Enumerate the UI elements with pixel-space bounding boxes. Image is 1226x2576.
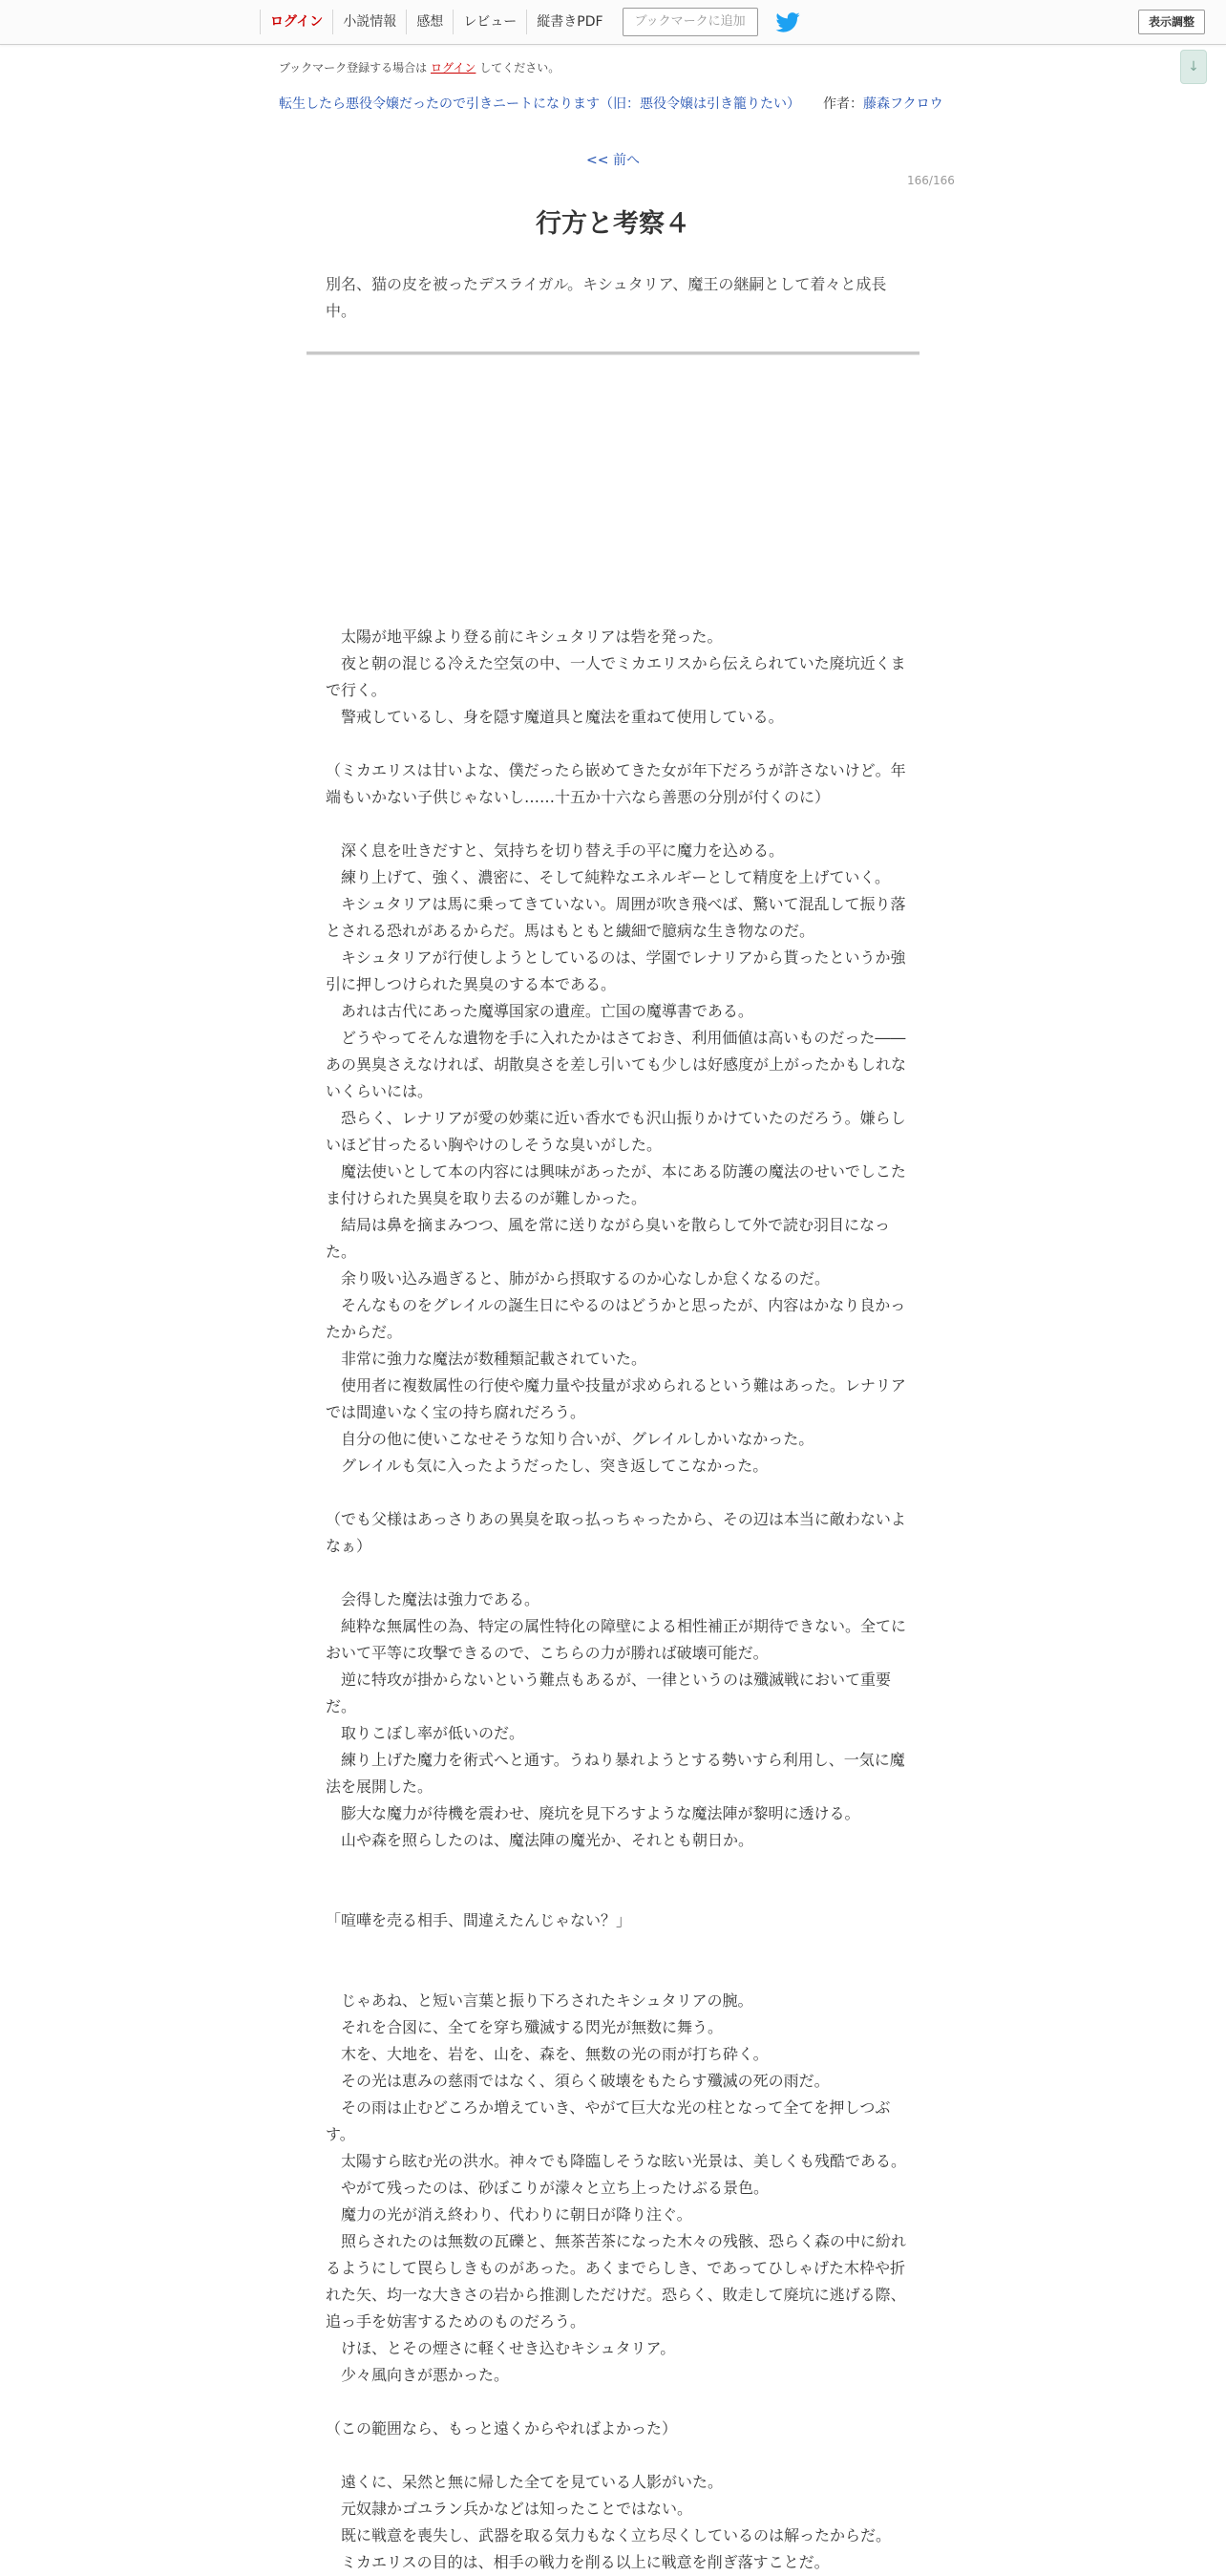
nav-impressions-link[interactable]: 感想	[406, 10, 453, 34]
body-paragraph: 照らされたのは無数の瓦礫と、無茶苦茶になった木々の残骸、恐らく森の中に紛れるようにして罠らしきものがあった。あくまでらしき、であってひしゃげた木枠や折れた矢、均一な大きさの岩から推測しただけだ。恐らく、敗走して廃坑に逃げる際、追っ手を妨害するためのものだろう。	[326, 2232, 907, 2331]
body-paragraph: キシュタリアは馬に乗ってきていない。周囲が吹き飛べば、驚いて混乱して振り落とされる恐れがあるからだ。馬はもともと繊細で臆病な生き物なのだ。	[326, 895, 906, 940]
body-paragraph: どうやってそんな遺物を手に入れたかはさておき、利用価値は高いものだった――あの異臭さえなければ、胡散臭さを差し引いても少しは好感度が上がったかもしれないくらいには。	[326, 1029, 907, 1100]
body-paragraph: 会得した魔法は強力である。	[326, 1590, 540, 1608]
body-paragraph: 膨大な魔力が待機を震わせ、廃坑を見下ろすような魔法陣が黎明に透ける。	[326, 1804, 860, 1822]
body-paragraph: 逆に特攻が掛からないという難点もあるが、一律というのは殲滅戦において重要だ。	[326, 1671, 892, 1715]
body-paragraph: けほ、とその煙さに軽くせき込むキシュタリア。	[326, 2339, 676, 2357]
chapter-body	[326, 463, 908, 2576]
bookmark-login-note	[279, 59, 560, 75]
nav-login-link[interactable]: ログイン	[260, 10, 332, 34]
body-paragraph	[326, 1480, 908, 1506]
body-paragraph: ミカエリスの目的は、相手の戦力を削る以上に戦意を削ぎ落すことだ。	[326, 2553, 830, 2571]
author-info	[823, 94, 943, 113]
body-paragraph: 元奴隷かゴユラン兵かなどは知ったことではない。	[326, 2500, 693, 2518]
body-paragraph	[326, 811, 908, 838]
body-paragraph: （この範囲なら、もっと遠くからやればよかった）	[326, 2419, 678, 2438]
body-paragraph: 山や森を照らしたのは、魔法陣の魔光か、それとも朝日か。	[326, 1831, 754, 1849]
body-paragraph: 木を、大地を、岩を、山を、森を、無数の光の雨が打ち砕く。	[326, 2045, 769, 2063]
bookmark-note-suffix: してください。	[479, 61, 560, 75]
body-paragraph: それを合図に、全てを穿ち殲滅する閃光が無数に舞う。	[326, 2018, 724, 2036]
preface-divider	[306, 351, 920, 355]
nav-review-link[interactable]: レビュー	[453, 10, 526, 34]
chapter-preface: 別名、猫の皮を被ったデスライガル。キシュタリア、魔王の継嗣として着々と成長中。	[326, 275, 887, 320]
body-paragraph: 使用者に複数属性の行使や魔力量や技量が求められるという難はあった。レナリアでは間違いなく宝の持ち腐れだろう。	[326, 1376, 906, 1421]
body-paragraph: 既に戦意を喪失し、武器を取る気力もなく立ち尽くしているのは解ったからだ。	[326, 2526, 892, 2544]
body-paragraph: 夜と朝の混じる冷えた空気の中、一人でミカエリスから伝えられていた廃坑近くまで行く。	[326, 654, 906, 699]
body-paragraph: 結局は鼻を摘まみつつ、風を常に送りながら臭いを散らして外で読む羽目になった。	[326, 1216, 891, 1261]
body-paragraph: 練り上げた魔力を術式へと通す。うねり暴れようとする勢いすら利用し、一気に魔法を展開した。	[326, 1751, 905, 1796]
body-paragraph	[326, 1881, 908, 1907]
body-paragraph: じゃあね、と短い言葉と振り下ろされたキシュタリアの腕。	[326, 1991, 753, 2010]
body-paragraph: 「喧嘩を売る相手、間違えたんじゃない？」	[326, 1911, 632, 1929]
bookmark-note-login-link[interactable]: ログイン	[431, 61, 476, 75]
body-paragraph: 遠くに、呆然と無に帰した全てを見ている人影がいた。	[326, 2473, 724, 2491]
body-paragraph: 太陽が地平線より登る前にキシュタリアは砦を発った。	[326, 628, 723, 646]
body-paragraph: 余り吸い込み過ぎると、肺がから摂取するのか心なしか怠くなるのだ。	[326, 1269, 831, 1288]
chapter-page-count: 166/166	[907, 174, 955, 187]
author-label: 作者：	[823, 96, 863, 112]
nav-novel-info-link[interactable]: 小説情報	[332, 10, 406, 34]
nav-vertical-pdf-link[interactable]: 縦書きPDF	[526, 10, 612, 34]
body-paragraph: そんなものをグレイルの誕生日にやるのはどうかと思ったが、内容はかなり良かったからだ。	[326, 1296, 906, 1341]
body-paragraph	[326, 1934, 908, 1961]
body-paragraph	[326, 517, 908, 543]
novel-title-link[interactable]: 転生したら悪役令嬢だったので引きニートになります（旧：悪役令嬢は引き籠りたい）	[279, 96, 800, 112]
twitter-share-icon[interactable]	[775, 11, 800, 32]
chapter-title: 行方と考察４	[536, 209, 690, 239]
body-paragraph: あれは古代にあった魔導国家の遺産。亡国の魔導書である。	[326, 1002, 753, 1020]
body-paragraph	[326, 570, 908, 597]
body-paragraph: 取りこぼし率が低いのだ。	[326, 1724, 525, 1742]
main-nav	[260, 0, 800, 44]
author-name-link[interactable]: 藤森フクロウ	[863, 96, 943, 112]
body-paragraph: やがて残ったのは、砂ぼこりが濛々と立ち上ったけぶる景色。	[326, 2179, 770, 2197]
body-paragraph	[326, 2389, 908, 2416]
top-navigation-bar	[0, 0, 1226, 45]
body-paragraph: 深く息を吐きだすと、気持ちを切り替え手の平に魔力を込める。	[326, 841, 785, 860]
body-paragraph: その雨は止むどころか増えていき、やがて巨大な光の柱となって全てを押しつぶす。	[326, 2098, 891, 2143]
body-paragraph: その光は恵みの慈雨ではなく、須らく破壊をもたらす殲滅の死の雨だ。	[326, 2072, 830, 2090]
body-paragraph	[326, 1961, 908, 1988]
body-paragraph: 少々風向きが悪かった。	[326, 2366, 510, 2384]
body-paragraph: キシュタリアが行使しようとしているのは、学園でレナリアから貰ったというか強引に押しつけられた異臭のする本である。	[326, 948, 906, 993]
prev-chapter-link	[0, 150, 1226, 169]
body-paragraph: 魔力の光が消え終わり、代わりに朝日が降り注ぐ。	[326, 2205, 692, 2224]
body-paragraph	[326, 2442, 908, 2469]
bookmark-note-prefix: ブックマーク登録する場合は	[279, 61, 428, 75]
scroll-down-arrow-icon[interactable]: ↓	[1180, 50, 1207, 84]
body-paragraph: 練り上げて、強く、濃密に、そして純粋なエネルギーとして精度を上げていく。	[326, 868, 891, 886]
body-paragraph: 自分の他に使いこなせそうな知り合いが、グレイルしかいなかった。	[326, 1430, 814, 1448]
body-paragraph: （ミカエリスは甘いよな、僕だったら嵌めてきた女が年下だろうが許さないけど。年端もいかない子供じゃないし……十五か十六なら善悪の分別が付くのに）	[326, 761, 906, 806]
prev-chapter-link-text[interactable]: << 前へ	[586, 153, 640, 168]
body-paragraph: 恐らく、レナリアが愛の妙薬に近い香水でも沢山振りかけていたのだろう。嫌らしいほど甘ったるい胸やけのしそうな臭いがした。	[326, 1109, 906, 1154]
body-paragraph	[326, 490, 908, 517]
body-paragraph	[326, 543, 908, 570]
body-paragraph: （でも父様はあっさりあの異臭を取っ払っちゃったから、その辺は本当に敵わないよなぁ）	[326, 1510, 906, 1555]
body-paragraph: 太陽すら眩む光の洪水。神々でも降臨しそうな眩い光景は、美しくも残酷である。	[326, 2152, 907, 2170]
body-paragraph: 魔法使いとして本の内容には興味があったが、本にある防護の魔法のせいでしこたま付けられた異臭を取り去るのが難しかった。	[326, 1162, 906, 1207]
body-paragraph: 非常に強力な魔法が数種類記載されていた。	[326, 1350, 647, 1368]
display-settings-button[interactable]: 表示調整	[1138, 10, 1205, 34]
body-paragraph	[326, 731, 908, 757]
body-paragraph: グレイルも気に入ったようだったし、突き返してこなかった。	[326, 1457, 769, 1475]
body-paragraph	[326, 597, 908, 624]
body-paragraph	[326, 463, 908, 490]
add-bookmark-button[interactable]: ブックマークに追加	[623, 8, 758, 36]
body-paragraph	[326, 1560, 908, 1586]
body-paragraph	[326, 1854, 908, 1881]
body-paragraph: 警戒しているし、身を隠す魔道具と魔法を重ねて使用している。	[326, 708, 784, 726]
body-paragraph: 純粋な無属性の為、特定の属性特化の障壁による相性補正が期待できない。全てにおいて平等に攻撃できるので、こちらの力が勝れば破壊可能だ。	[326, 1617, 907, 1662]
